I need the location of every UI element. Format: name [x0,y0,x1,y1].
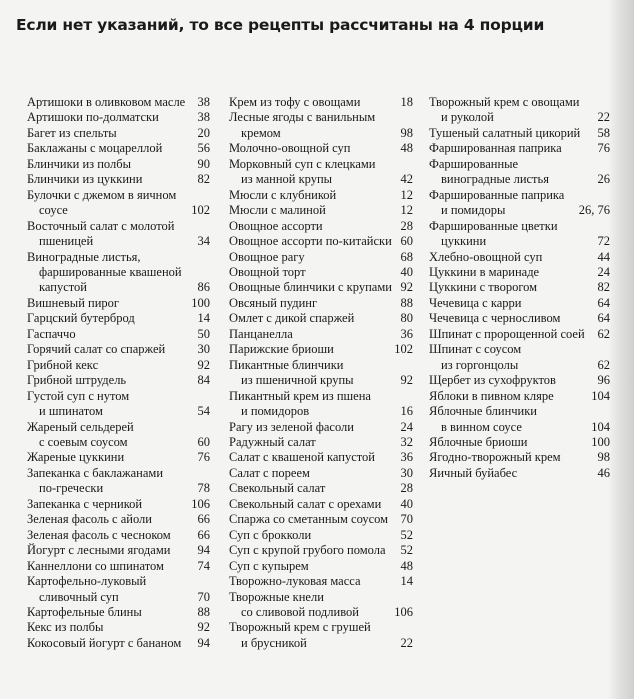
index-entry-text: Салат с пореем [229,465,310,480]
index-entry [429,404,610,435]
index-entry [229,234,413,249]
index-entry-text: Омлет с дикой спаржей [229,311,355,326]
index-entry-page-number: 26 [597,172,610,187]
index-entry-page-number: 84 [197,373,210,388]
index-entry [27,389,210,420]
index-entry-text: Чечевица с карри [429,295,522,310]
index-entry-text: Грибной штрудель [27,373,127,388]
index-entry-page-number: 18 [400,95,413,109]
index-entry-text: Цуккини в маринаде [429,264,540,279]
index-entry-page-number: 52 [400,543,413,558]
index-entry [27,296,210,311]
index-entry [27,250,210,296]
index-entry-text: Овощное ассорти по-китайски [229,234,392,249]
index-entry-text: Яблочные бриоши [429,434,528,449]
index-entry [27,358,210,373]
index-entry-text: Чечевица с черносливом [429,311,561,326]
index-entry-text: Ягодно-творожный крем [429,450,561,465]
index-entry-text: Яичный буйабес [429,465,518,480]
index-entry-text: Хлебно-овощной суп [429,249,543,264]
index-entry-text: фаршированные квашеной [39,264,182,279]
index-entry [229,311,413,326]
index-entry-page-number: 104 [591,419,610,434]
index-entry [229,110,413,141]
index-entry-text: сливочный суп [39,589,119,604]
index-entry-text: Вишневый пирог [27,295,120,310]
index-entry-text: Шпинат с пророщенной соей [429,326,585,341]
index-entry [229,95,413,110]
index-entry-page-number: 34 [197,234,210,249]
index-entry [429,280,610,295]
index-entry-text: Кокосовый йогурт с бананом [27,635,182,650]
index-entry-text: и шпинатом [39,404,103,419]
index-entry-text: из манной крупы [241,172,333,187]
index-entry-text: Булочки с джемом в яичном [27,187,177,202]
index-entry-text: Творожно-луковая масса [229,574,361,589]
index-entry-page-number: 76 [597,141,610,156]
index-entry [27,543,210,558]
index-entry [429,265,610,280]
index-entry-text: Картофельные блины [27,604,142,619]
index-entry-text: Творожный крем с овощами [429,95,580,109]
index-entry [429,466,610,481]
index-entry-text: в винном соусе [441,419,522,434]
index-entry-text: цуккини [441,234,487,249]
index-entry [27,497,210,512]
index-entry-page-number: 92 [197,357,210,372]
index-entry-text: Запеканка с баклажанами [27,465,164,480]
index-entry-text: Тушеный салатный цикорий [429,125,581,140]
index-entry [27,450,210,465]
index-entry-text: Артишоки по-долматски [27,110,159,125]
index-entry [429,311,610,326]
index-entry-text: Свекольный салат [229,481,326,496]
index-entry-text: Баклажаны с моцареллой [27,141,163,156]
index-entry-text: Суп с брокколи [229,527,312,542]
index-entry-text: Фаршированные цветки [429,218,558,233]
index-entry-page-number: 102 [394,342,413,357]
index-entry-page-number: 64 [597,311,610,326]
index-entry-text: Суп с купырем [229,558,309,573]
index-entry-text: Горячий салат со спаржей [27,342,166,357]
index-entry-page-number: 74 [197,558,210,573]
index-entry [27,327,210,342]
index-entry-text: с соевым соусом [39,434,128,449]
index-entry-text: Каннеллони со шпинатом [27,558,164,573]
index-entry-text: Овощное ассорти [229,218,323,233]
index-entry-page-number: 80 [400,311,413,326]
index-entry-page-number: 36 [400,450,413,465]
index-entry [229,420,413,435]
index-entry [27,466,210,497]
index-entry [27,528,210,543]
index-entry-page-number: 14 [197,311,210,326]
index-entry-page-number: 70 [400,512,413,527]
index-entry [27,126,210,141]
index-entry-text: Щербет из сухофруктов [429,373,556,388]
index-entry [229,342,413,357]
index-entry-page-number: 66 [197,527,210,542]
index-entry-text: Жареные цуккини [27,450,125,465]
index-entry [27,219,210,250]
index-entry-text: Пикантные блинчики [229,357,344,372]
index-entry [27,636,210,651]
index-entry-text: Спаржа со сметанным соусом [229,512,389,527]
page-gutter-shadow [608,0,634,699]
index-entry [27,373,210,388]
index-entry-text: Пикантный крем из пшена [229,388,371,403]
index-entry-text: Парижские бриоши [229,342,334,357]
index-entry [229,188,413,203]
index-entry [229,280,413,295]
index-entry-text: капустой [39,280,87,295]
index-entry-text: Картофельно-луковый [27,574,147,589]
index-entry-page-number: 12 [400,187,413,202]
index-entry-text: Салат с квашеной капустой [229,450,375,465]
index-entry-text: и руколой [441,110,494,125]
index-entry-text: кремом [241,125,281,140]
index-entry-text: Кекс из полбы [27,620,104,635]
index-entry-page-number: 24 [597,264,610,279]
index-entry-page-number: 106 [394,604,413,619]
index-column-2 [229,95,413,651]
index-entry-page-number: 94 [197,543,210,558]
index-entry [229,543,413,558]
index-entry-page-number: 86 [197,280,210,295]
index-entry-text: Фаршированная паприка [429,141,562,156]
index-entry-page-number: 40 [400,264,413,279]
index-entry [429,219,610,250]
index-entry-text: Мюсли с малиной [229,203,326,218]
index-entry [229,250,413,265]
index-entry [229,481,413,496]
index-entry [229,450,413,465]
index-entry-page-number: 56 [197,141,210,156]
index-entry-page-number: 22 [597,110,610,125]
index-entry-text: и брусникой [241,635,307,650]
index-entry-page-number: 94 [197,635,210,650]
index-entry-text: из пшеничной крупы [241,373,354,388]
index-entry [27,157,210,172]
index-entry-page-number: 82 [597,280,610,295]
index-entry [229,358,413,389]
index-entry-text: Творожный крем с грушей [229,620,371,635]
index-column-3 [429,95,610,481]
index-entry-text: Грибной кекс [27,357,99,372]
index-entry [27,512,210,527]
index-entry-page-number: 62 [597,357,610,372]
index-entry-text: Морковный суп с клецками [229,156,376,171]
index-entry [27,620,210,635]
index-entry-page-number: 88 [400,295,413,310]
index-entry [429,342,610,373]
index-entry-page-number: 32 [400,434,413,449]
index-entry-text: Фаршированные [429,156,519,171]
index-entry-text: Багет из спельты [27,125,117,140]
index-entry-text: Блинчики из полбы [27,156,132,171]
index-entry-text: Радужный салат [229,434,316,449]
index-entry-page-number: 98 [400,125,413,140]
index-entry-text: соусе [39,203,68,218]
index-entry [229,559,413,574]
index-entry-text: Лесные ягоды с ванильным [229,110,376,125]
index-entry-page-number: 14 [400,574,413,589]
index-entry [27,420,210,451]
index-entry [229,157,413,188]
index-entry [429,250,610,265]
index-entry-text: Молочно-овощной суп [229,141,351,156]
index-entry-text: Мюсли с клубникой [229,187,337,202]
index-entry-text: Овсяный пудинг [229,295,318,310]
index-entry [229,327,413,342]
index-entry-page-number: 64 [597,295,610,310]
index-entry-text: Блинчики из цуккини [27,172,143,187]
index-entry-page-number: 58 [597,125,610,140]
index-entry [429,296,610,311]
index-entry [429,389,610,404]
index-entry-text: Запеканка с черникой [27,496,143,511]
index-entry [27,95,210,110]
index-entry-page-number: 100 [591,434,610,449]
index-entry-text: и помидоры [441,203,506,218]
index-entry [27,311,210,326]
index-entry-text: виноградные листья [441,172,549,187]
index-entry-text: Яблочные блинчики [429,404,538,419]
index-entry-text: Зеленая фасоль с чесноком [27,527,171,542]
index-entry-page-number: 92 [400,373,413,388]
index-entry [229,512,413,527]
index-entry [229,497,413,512]
index-entry [229,389,413,420]
index-entry-text: Крем из тофу с овощами [229,95,361,109]
index-entry-text: Гарцский бутерброд [27,311,135,326]
index-entry [229,219,413,234]
index-entry-page-number: 48 [400,141,413,156]
index-entry [229,265,413,280]
index-entry-text: Зеленая фасоль с айоли [27,512,152,527]
index-entry [429,450,610,465]
index-entry-page-number: 92 [197,620,210,635]
index-entry-text: Рагу из зеленой фасоли [229,419,354,434]
index-entry [229,466,413,481]
index-entry-page-number: 62 [597,326,610,341]
index-entry-page-number: 20 [197,125,210,140]
index-entry-page-number: 24 [400,419,413,434]
index-entry [229,296,413,311]
index-entry [27,559,210,574]
index-entry [429,188,610,219]
index-entry-page-number: 92 [400,280,413,295]
index-entry-text: Фаршированные паприка [429,187,565,202]
index-entry [27,172,210,187]
index-entry-page-number: 48 [400,558,413,573]
index-entry-page-number: 70 [197,589,210,604]
index-entry-page-number: 44 [597,249,610,264]
index-entry-page-number: 90 [197,156,210,171]
index-entry-text: по-гречески [39,481,104,496]
index-entry-page-number: 104 [591,388,610,403]
index-entry [27,605,210,620]
index-entry-page-number: 12 [400,203,413,218]
index-entry-page-number: 30 [400,465,413,480]
index-entry-text: Густой суп с нутом [27,388,130,403]
index-entry-text: Свекольный салат с орехами [229,496,382,511]
index-entry-page-number: 78 [197,481,210,496]
index-entry-page-number: 60 [400,234,413,249]
index-entry-text: Цуккини с творогом [429,280,538,295]
index-entry [429,157,610,188]
index-entry [229,574,413,589]
index-entry-text: Панцанелла [229,326,293,341]
index-entry [429,126,610,141]
index-entry-page-number: 54 [197,404,210,419]
index-entry [429,141,610,156]
index-entry [429,327,610,342]
index-entry-page-number: 16 [400,404,413,419]
index-entry [229,620,413,651]
index-entry-page-number: 96 [597,373,610,388]
index-entry [229,203,413,218]
page-title: Если нет указаний, то все рецепты рассчитаны на 4 порции [16,16,545,34]
index-entry-page-number: 100 [191,295,210,310]
index-entry-page-number: 72 [597,234,610,249]
index-entry [229,528,413,543]
index-entry-text: Суп с крупой грубого помола [229,543,386,558]
index-entry-text: пшеницей [39,234,94,249]
index-entry-page-number: 50 [197,326,210,341]
index-entry [27,110,210,125]
index-entry [229,435,413,450]
index-entry-text: Восточный салат с молотой [27,218,175,233]
index-entry-text: Творожные кнели [229,589,324,604]
index-entry-page-number: 82 [197,172,210,187]
index-entry-page-number: 76 [197,450,210,465]
index-entry-page-number: 40 [400,496,413,511]
index-entry [27,141,210,156]
index-entry-text: Овощные блинчики с крупами [229,280,392,295]
index-entry-text: со сливовой подливой [241,604,359,619]
index-entry-page-number: 66 [197,512,210,527]
index-entry-page-number: 46 [597,465,610,480]
index-entry [429,95,610,126]
index-entry-text: Виноградные листья, [27,249,141,264]
index-entry-page-number: 22 [400,635,413,650]
index-column-1 [27,95,210,651]
index-entry-page-number: 42 [400,172,413,187]
index-entry-text: из горгонцолы [441,357,519,372]
index-entry-text: Жареный сельдерей [27,419,134,434]
index-entry [429,435,610,450]
index-entry [229,590,413,621]
index-entry [27,342,210,357]
index-entry [429,373,610,388]
index-entry-page-number: 106 [191,496,210,511]
index-entry-page-number: 28 [400,218,413,233]
index-entry-page-number: 98 [597,450,610,465]
index-entry-text: Овощное рагу [229,249,305,264]
index-entry-text: Яблоки в пивном кляре [429,388,554,403]
index-entry-text: Йогурт с лесными ягодами [27,543,171,558]
index-entry-page-number: 28 [400,481,413,496]
index-entry-page-number: 26, 76 [578,203,610,218]
index-entry-page-number: 102 [191,203,210,218]
index-entry-page-number: 38 [197,110,210,125]
index-entry-text: Артишоки в оливковом масле [27,95,186,109]
index-entry-text: Овощной торт [229,264,306,279]
index-entry-page-number: 38 [197,95,210,109]
index-entry-page-number: 30 [197,342,210,357]
index-entry [229,141,413,156]
index-entry-page-number: 60 [197,434,210,449]
index-entry-page-number: 68 [400,249,413,264]
index-entry-page-number: 88 [197,604,210,619]
index-entry-text: Шпинат с соусом [429,342,522,357]
index-entry-text: Гаспаччо [27,326,76,341]
index-entry-text: и помидоров [241,404,310,419]
index-entry [27,188,210,219]
index-entry [27,574,210,605]
index-entry-page-number: 36 [400,326,413,341]
index-entry-page-number: 52 [400,527,413,542]
